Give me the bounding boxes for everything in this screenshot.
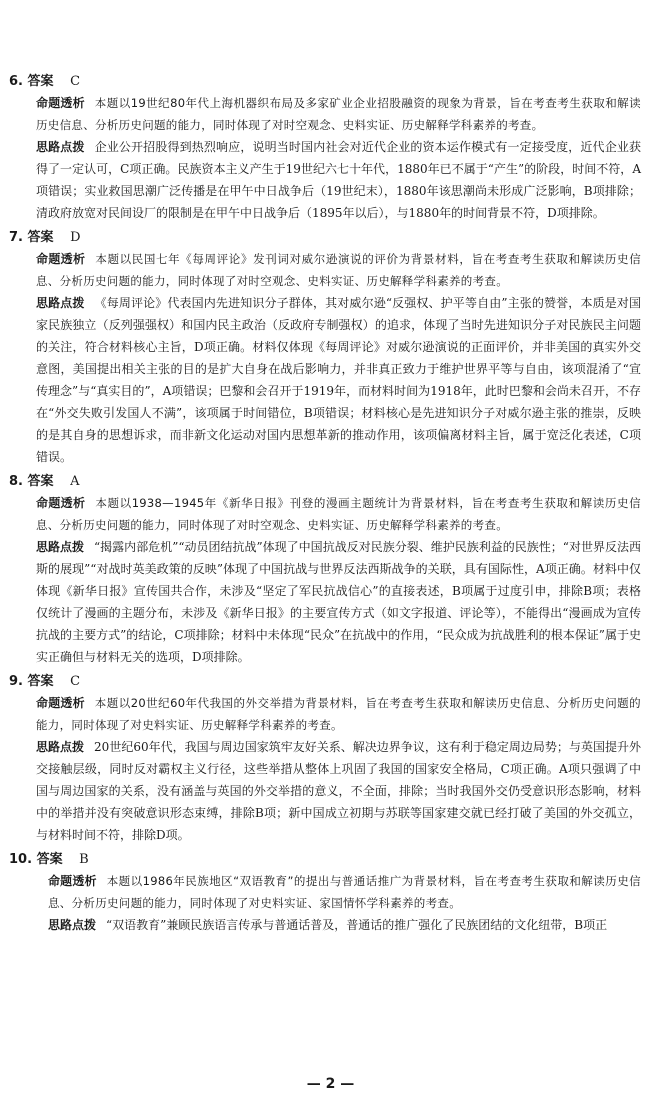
answer-value: B — [79, 852, 89, 867]
solution-paragraph — [0, 136, 661, 224]
question-number: 10. — [9, 852, 33, 867]
solution-label: 思路点拨 — [36, 740, 85, 754]
answer-line — [0, 672, 661, 692]
answer-label: 答案 — [27, 74, 54, 89]
answer-label: 答案 — [27, 474, 54, 489]
analysis-text: 本题以1938—1945年《新华日报》刊登的漫画主题统计为背景材料，旨在考查考生获取和解读历史信息、分析历史问题的能力，同时体现了对时空观念、史料实证、历史解释学科素养的考查。 — [36, 496, 641, 532]
solution-label: 思路点拨 — [36, 140, 85, 154]
question-6 — [0, 72, 661, 224]
solution-label: 思路点拨 — [36, 296, 85, 310]
solution-paragraph — [0, 292, 661, 468]
answer-value: C — [70, 74, 81, 89]
solution-text: “双语教育”兼顾民族语言传承与普通话普及，普通话的推广强化了民族团结的文化纽带，B项正 — [106, 918, 608, 932]
solution-text: 20世纪60年代，我国与周边国家筑牢友好关系、解决边界争议，这有利于稳定周边局势；与英国提升外交接触层级，同时反对霸权主义行径，这些举措从整体上巩固了我国的国家安全格局，C项正确。A项只强调了中国与周边国家的关系，没有涵盖与英国的外交举措的意义，不全面，排除；当时我国外交仍受意识形态影响，材料中的举措并没有突破意识形态束缚，排除B项；新中国成立初期与苏联等国家建交就已经打破了美国的外交孤立，与材料时间不符，排除D项。 — [36, 740, 641, 842]
solution-paragraph — [0, 536, 661, 668]
analysis-paragraph — [0, 492, 661, 536]
question-number: 8. — [9, 474, 23, 489]
solution-text: 《每周评论》代表国内先进知识分子群体，其对威尔逊“反强权、护平等自由”主张的赞誉，本质是对国家民族独立（反列强强权）和国内民主政治（反政府专制强权）的追求，体现了当时先进知识分子对民族民主问题的关注，符合材料核心主旨，D项正确。材料仅体现《每周评论》对威尔逊演说的正面评价，并非美国的真实外交意图，美国提出相关主张的目的是扩大自身在战后影响力，并非真正致力于维护世界平等与自由，该项混淆了“宣传理念”与“真实目的”，A项错误；巴黎和会召开于1919年，而材料时间为1918年，此时巴黎和会尚未召开，不存在“外交失败引发国人不满”，该项属于时间错位，B项错误；材料核心是先进知识分子对威尔逊主张的推崇，反映的是其自身的思想诉求，而非新文化运动对国内思想革新的推动作用，该项偏离材料主旨，属于宽泛化表述，C项错误。 — [36, 296, 641, 464]
analysis-paragraph — [0, 870, 661, 914]
question-number: 9. — [9, 674, 23, 689]
analysis-label: 命题透析 — [48, 874, 97, 888]
answer-line — [0, 850, 661, 870]
question-8 — [0, 472, 661, 668]
analysis-text: 本题以20世纪60年代我国的外交举措为背景材料，旨在考查考生获取和解读历史信息、分析历史问题的能力，同时体现了对史料实证、历史解释学科素养的考查。 — [36, 696, 641, 732]
analysis-label: 命题透析 — [36, 696, 85, 710]
solution-label: 思路点拨 — [48, 918, 97, 932]
answer-value: A — [70, 474, 80, 489]
analysis-text: 本题以19世纪80年代上海机器织布局及多家矿业企业招股融资的现象为背景，旨在考查考生获取和解读历史信息、分析历史问题的能力，同时体现了对时空观念、史料实证、历史解释学科素养的考查。 — [36, 96, 641, 132]
answer-label: 答案 — [36, 852, 63, 867]
page-number: — 2 — — [306, 1076, 355, 1092]
answer-line — [0, 228, 661, 248]
answer-line — [0, 472, 661, 492]
answer-content — [0, 72, 661, 940]
solution-paragraph — [0, 736, 661, 846]
answer-value: D — [70, 230, 81, 245]
solution-paragraph — [0, 914, 661, 936]
answer-value: C — [70, 674, 81, 689]
question-number: 7. — [9, 230, 23, 245]
question-number: 6. — [9, 74, 23, 89]
solution-text: 企业公开招股得到热烈响应，说明当时国内社会对近代企业的资本运作模式有一定接受度，近代企业获得了一定认可，C项正确。民族资本主义产生于19世纪六七十年代，1880年已不属于“产生”的阶段，时间不符，A项错误；实业救国思潮广泛传播是在甲午中日战争后（19世纪末），1880年该思潮尚未形成广泛影响，B项排除；清政府放宽对民间设厂的限制是在甲午中日战争后（1895年以后），与1880年的时间背景不符，D项排除。 — [36, 140, 641, 220]
answer-label: 答案 — [27, 230, 54, 245]
analysis-label: 命题透析 — [36, 252, 86, 266]
analysis-text: 本题以民国七年《每周评论》发刊词对威尔逊演说的评价为背景材料，旨在考查考生获取和解读历史信息、分析历史问题的能力，同时体现了对时空观念、史料实证、历史解释学科素养的考查。 — [36, 252, 641, 288]
question-9 — [0, 672, 661, 846]
analysis-paragraph — [0, 92, 661, 136]
analysis-paragraph — [0, 692, 661, 736]
analysis-label: 命题透析 — [36, 496, 86, 510]
answer-line — [0, 72, 661, 92]
answer-label: 答案 — [27, 674, 54, 689]
analysis-paragraph — [0, 248, 661, 292]
analysis-label: 命题透析 — [36, 96, 85, 110]
question-10 — [0, 850, 661, 936]
solution-text: “揭露内部危机”“动员团结抗战”体现了中国抗战反对民族分裂、维护民族利益的民族性；“对世界反法西斯的展现”“对战时英美政策的反映”体现了中国抗战与世界反法西斯战争的关联，具有国际性，A项正确。材料中仅体现《新华日报》宣传国共合作，未涉及“坚定了军民抗战信心”的直接表述，B项属于过度引申，排除B项；表格仅统计了漫画的主题分布，未涉及《新华日报》的主要宣传方式（如文字报道、评论等），不能得出“漫画成为宣传抗战的主要方式”的结论，C项排除；材料中未体现“民众”在抗战中的作用，“民众成为抗战胜利的根本保证”属于史实正确但与材料无关的选项，D项排除。 — [36, 540, 641, 664]
question-7 — [0, 228, 661, 468]
solution-label: 思路点拨 — [36, 540, 85, 554]
analysis-text: 本题以1986年民族地区“双语教育”的提出与普通话推广为背景材料，旨在考查考生获取和解读历史信息、分析历史问题的能力，同时体现了对史料实证、家国情怀学科素养的考查。 — [48, 874, 641, 910]
